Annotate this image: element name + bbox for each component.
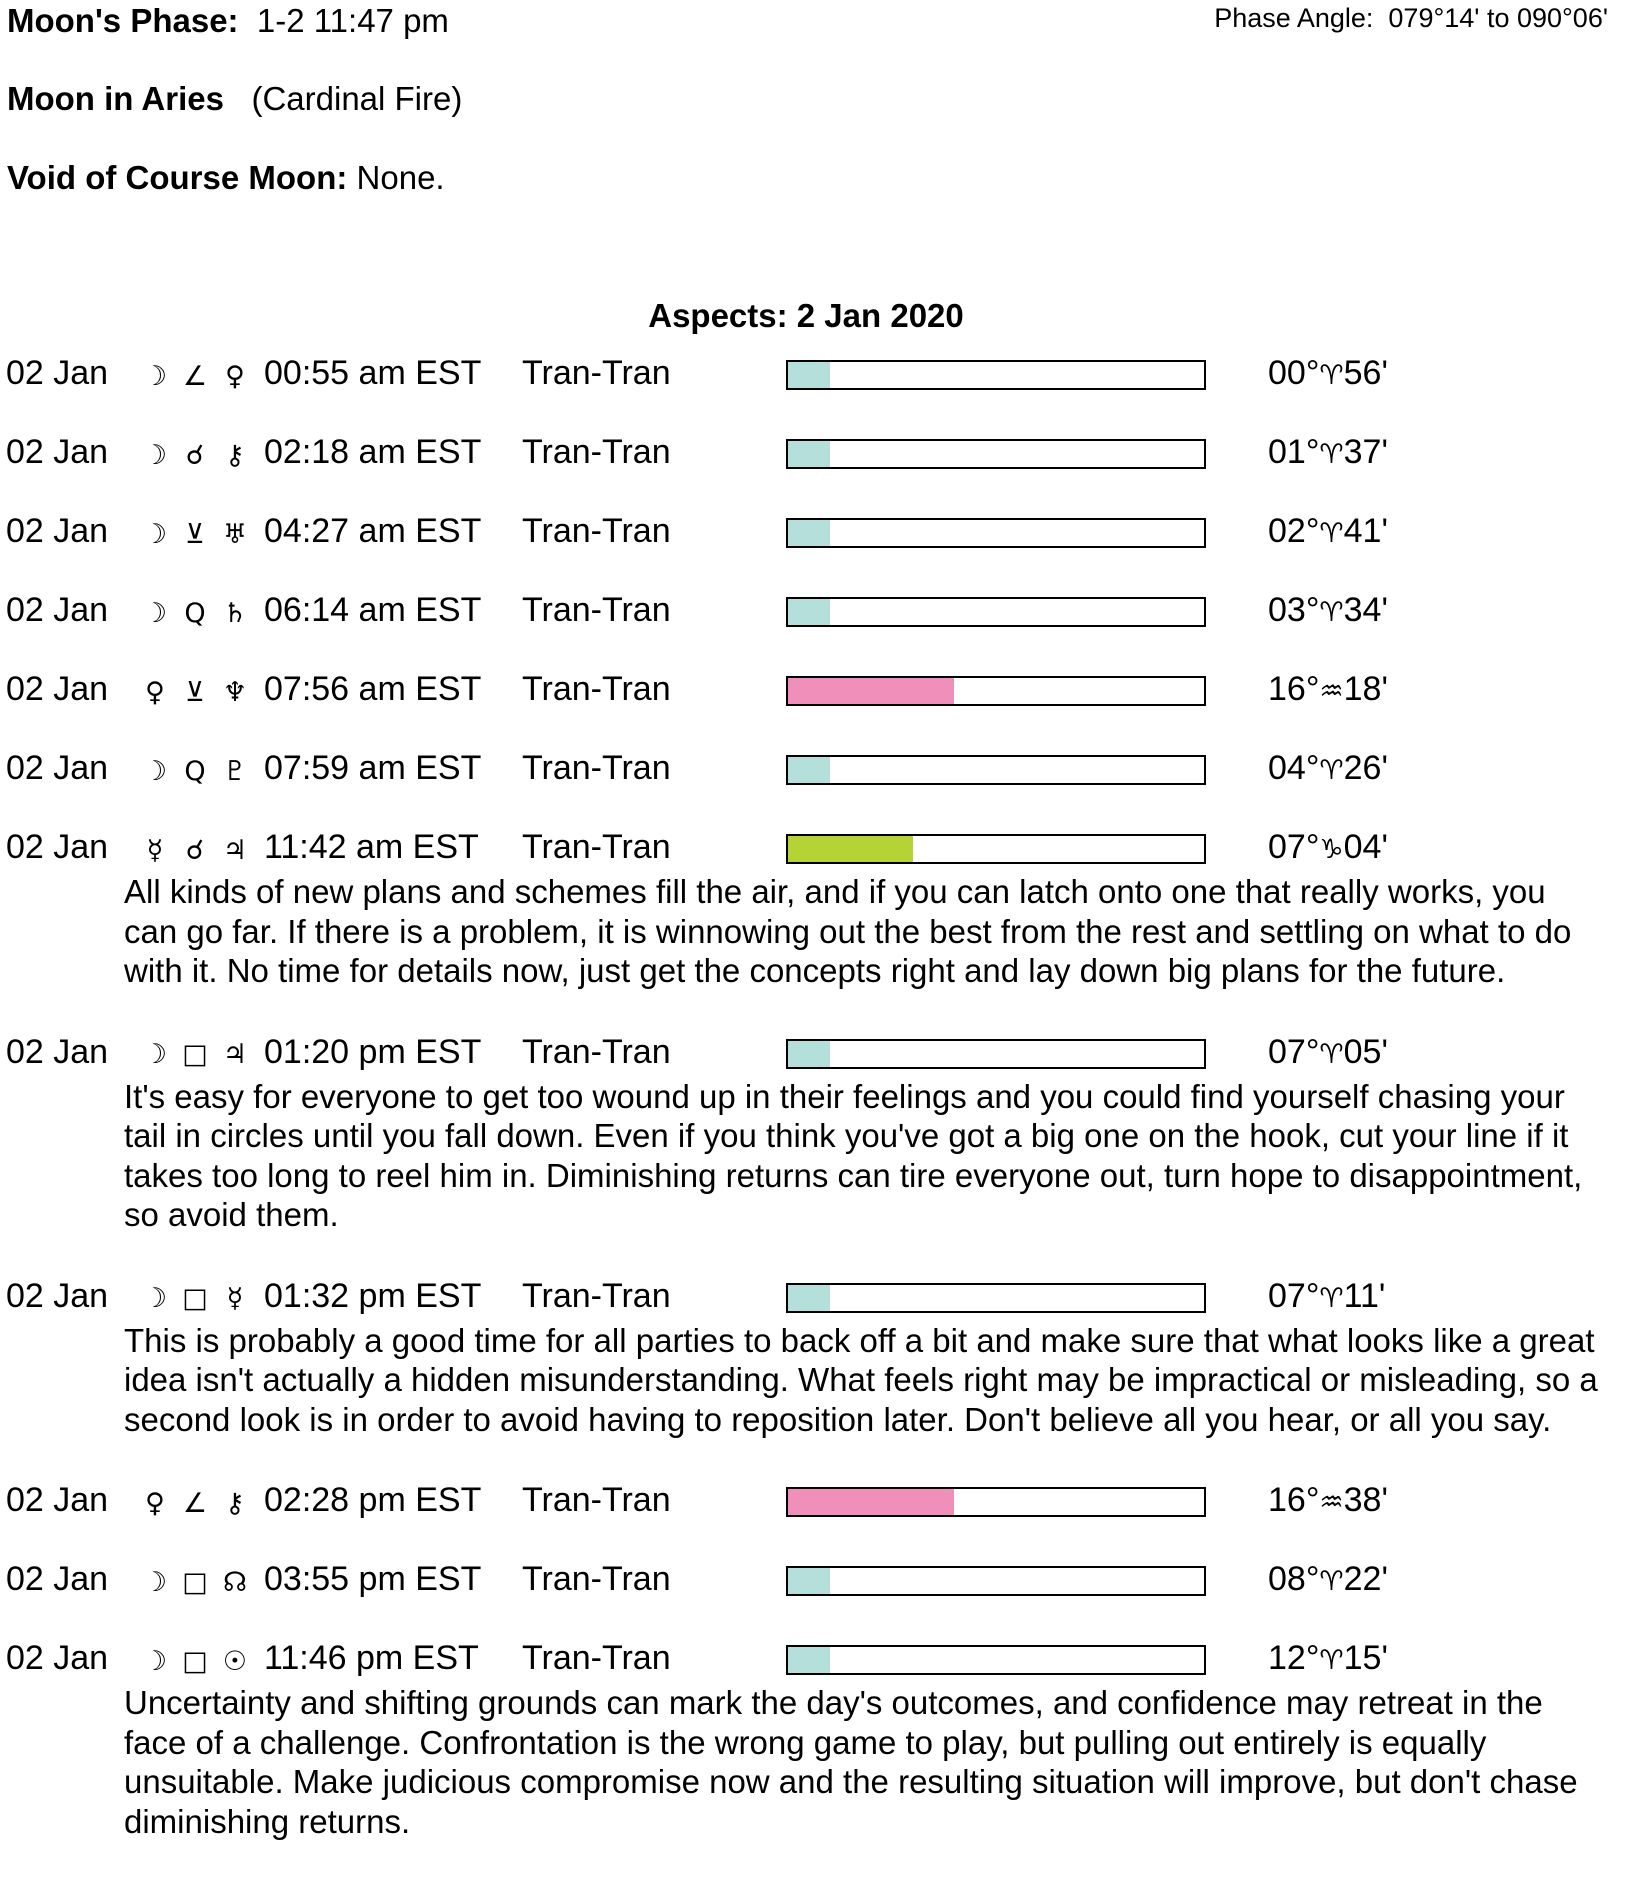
- square-icon: □: [182, 1645, 208, 1677]
- aspect-kind: Tran-Tran: [522, 670, 671, 708]
- phase-angle-label: Phase Angle:: [1214, 3, 1374, 33]
- aspect-time: 06:14 am EST: [264, 591, 482, 629]
- aspect-row: [0, 433, 1636, 512]
- aspect-row: [0, 749, 1636, 828]
- zodiac-sign-icon: ♈: [1319, 518, 1344, 549]
- aspect-date: 02 Jan: [6, 512, 109, 550]
- aspect-glyphs: [140, 1277, 260, 1321]
- zodiac-sign-icon: ♑: [1319, 834, 1344, 865]
- aspect-row: [0, 354, 1636, 433]
- position-degrees: 04°: [1268, 749, 1320, 787]
- position-degrees: 08°: [1268, 1560, 1320, 1598]
- aspect-line: [0, 1481, 1636, 1525]
- void-of-course-value: None.: [356, 159, 445, 196]
- moon-phase: [7, 2, 449, 40]
- aspect-date: 02 Jan: [6, 591, 109, 629]
- aspect-description: This is probably a good time for all parties to back off a bit and make sure that what looks like a great idea isn't actually a hidden misunderstanding. What feels right may be impractical or misleading, so a second look is in order to avoid having to reposition later. Don't believe all you hear, or all you say.: [124, 1321, 1598, 1438]
- aspect-line: [0, 828, 1636, 872]
- aspect-list: [0, 354, 1636, 1883]
- aspect-line: [0, 512, 1636, 556]
- aspect-kind: Tran-Tran: [522, 1032, 671, 1071]
- aspect-line: [0, 1560, 1636, 1604]
- aspect-glyphs: [140, 354, 260, 398]
- position-minutes: 41': [1343, 512, 1388, 550]
- strength-bar: [786, 1039, 1206, 1069]
- strength-bar-fill: [788, 441, 830, 467]
- zodiac-sign-icon: ♈: [1319, 1282, 1344, 1314]
- venus-icon: ♀: [145, 1487, 165, 1519]
- mercury-icon: ☿: [226, 1283, 244, 1314]
- aspect-row: [0, 828, 1636, 1033]
- aspect-description: Uncertainty and shifting grounds can mark the day's outcomes, and confidence may retreat in the face of a challenge. Confrontation is the wrong game to play, but pulling out entirely is equally unsuitable. Make judicious compromise now and the resulting situation will improve, but don't chase diminishing returns.: [124, 1684, 1578, 1840]
- semisquare-icon: ∠: [182, 1487, 208, 1519]
- aspect-date: 02 Jan: [6, 828, 109, 866]
- strength-bar: [786, 518, 1206, 548]
- moon-icon: ☽: [142, 755, 168, 787]
- strength-bar: [786, 360, 1206, 390]
- moon-sign: [7, 80, 462, 118]
- aspect-glyphs: [140, 1560, 260, 1604]
- aspect-date: 02 Jan: [6, 1032, 109, 1071]
- pluto-icon: ♇: [222, 755, 248, 787]
- sun-icon: ☉: [222, 1645, 248, 1677]
- aspect-kind: Tran-Tran: [522, 1560, 671, 1598]
- aspects-title: Aspects: 2 Jan 2020: [648, 297, 964, 334]
- aspect-position: [1268, 1033, 1388, 1072]
- venus-icon: ♀: [225, 360, 245, 392]
- void-of-course-label: Void of Course Moon:: [7, 159, 348, 196]
- square-icon: □: [182, 1283, 208, 1314]
- conjunction-icon: ☌: [185, 834, 205, 866]
- square-icon: □: [182, 1039, 208, 1070]
- position-degrees: 16°: [1268, 670, 1320, 708]
- strength-bar: [786, 1283, 1206, 1313]
- aspect-description: It's easy for everyone to get too wound up in their feelings and you could find yourself chasing your tail in circles until you fall down. Even if you think you've got a big one on the hook, cut your line if it takes too long to reel him in. Diminishing returns can tire everyone out, turn hope to disappointment, so avoid them.: [124, 1077, 1583, 1233]
- aspect-position: [1268, 1277, 1385, 1316]
- square-icon: □: [182, 1566, 208, 1598]
- strength-bar-fill: [788, 1647, 830, 1673]
- moon-icon: ☽: [142, 1039, 168, 1070]
- void-of-course: [7, 159, 445, 197]
- north-node-icon: ☊: [223, 1566, 247, 1598]
- phase-angle: [1214, 3, 1608, 34]
- aspect-date: 02 Jan: [6, 1639, 109, 1677]
- moon-sign-label: Moon in Aries: [7, 80, 224, 117]
- venus-icon: ♀: [145, 676, 165, 708]
- strength-bar-fill: [788, 836, 913, 862]
- aspect-glyphs: [140, 433, 260, 477]
- aspect-glyphs: [140, 1481, 260, 1525]
- aspect-time: 00:55 am EST: [264, 354, 482, 392]
- conjunction-icon: ☌: [185, 439, 205, 471]
- aspect-time: 04:27 am EST: [264, 512, 482, 550]
- neptune-icon: ♆: [222, 676, 248, 708]
- aspect-glyphs: [140, 670, 260, 714]
- aspect-line: [0, 591, 1636, 635]
- aspect-line: [0, 354, 1636, 398]
- aspect-kind: Tran-Tran: [522, 433, 671, 471]
- strength-bar: [786, 1645, 1206, 1675]
- mercury-icon: ☿: [146, 834, 164, 866]
- aspect-position: [1268, 591, 1388, 630]
- zodiac-sign-icon: ♈: [1319, 1566, 1344, 1597]
- phase-angle-value: 079°14' to 090°06': [1388, 3, 1608, 33]
- aspect-row: [0, 512, 1636, 591]
- strength-bar: [786, 1566, 1206, 1596]
- aspect-time: 03:55 pm EST: [264, 1560, 482, 1598]
- position-minutes: 34': [1343, 591, 1388, 629]
- position-minutes: 38': [1343, 1481, 1388, 1519]
- strength-bar: [786, 597, 1206, 627]
- strength-bar: [786, 1487, 1206, 1517]
- zodiac-sign-icon: ♈: [1319, 597, 1344, 628]
- aspect-line: [0, 1033, 1636, 1077]
- moon-sign-quality: (Cardinal Fire): [251, 80, 463, 117]
- position-degrees: 12°: [1268, 1639, 1320, 1677]
- aspect-time: 11:42 am EST: [264, 828, 479, 866]
- moon-icon: ☽: [142, 360, 168, 392]
- aspect-date: 02 Jan: [6, 1560, 109, 1598]
- moon-phase-label: Moon's Phase:: [7, 2, 239, 39]
- aspect-position: [1268, 1481, 1388, 1520]
- aspect-time: 01:20 pm EST: [264, 1032, 482, 1071]
- aspect-glyphs: [140, 828, 260, 872]
- moon-phase-value: 1-2 11:47 pm: [256, 2, 449, 39]
- aspect-glyphs: [140, 591, 260, 635]
- aspect-time: 11:46 pm EST: [264, 1639, 479, 1677]
- zodiac-sign-icon: ♈: [1319, 360, 1344, 391]
- aspect-position: [1268, 433, 1388, 472]
- aspect-glyphs: [140, 1639, 260, 1683]
- zodiac-sign-icon: ♈: [1319, 1038, 1344, 1070]
- aspect-date: 02 Jan: [6, 433, 109, 471]
- aspect-date: 02 Jan: [6, 1481, 109, 1519]
- aspect-time: 01:32 pm EST: [264, 1276, 482, 1315]
- aspect-kind: Tran-Tran: [522, 591, 671, 629]
- quintile-icon: Q: [184, 597, 206, 629]
- position-minutes: 18': [1343, 670, 1388, 708]
- aspect-position: [1268, 749, 1388, 788]
- moon-icon: ☽: [142, 518, 168, 550]
- strength-bar-fill: [788, 1568, 830, 1594]
- aspect-line: [0, 1277, 1636, 1321]
- aspect-kind: Tran-Tran: [522, 1639, 671, 1677]
- chiron-icon: ⚷: [225, 1487, 245, 1519]
- position-minutes: 11': [1343, 1276, 1386, 1315]
- aspect-kind: Tran-Tran: [522, 749, 671, 787]
- aspect-position: [1268, 828, 1388, 867]
- aspect-time: 07:59 am EST: [264, 749, 482, 787]
- strength-bar-fill: [788, 678, 954, 704]
- moon-icon: ☽: [142, 597, 168, 629]
- strength-bar-fill: [788, 520, 830, 546]
- jupiter-icon: ♃: [222, 834, 248, 866]
- chiron-icon: ⚷: [225, 439, 245, 471]
- aspect-kind: Tran-Tran: [522, 1481, 671, 1519]
- aspect-line: [0, 1639, 1636, 1683]
- strength-bar-fill: [788, 1041, 830, 1067]
- position-degrees: 07°: [1268, 1276, 1320, 1315]
- aspect-position: [1268, 512, 1388, 551]
- jupiter-icon: ♃: [222, 1039, 248, 1070]
- moon-icon: ☽: [142, 1566, 168, 1598]
- strength-bar-fill: [788, 757, 830, 783]
- position-degrees: 02°: [1268, 512, 1320, 550]
- aspect-description: All kinds of new plans and schemes fill the air, and if you can latch onto one that really works, you can go far. If there is a problem, it is winnowing out the best from the rest and settling on what to do with it. No time for details now, just get the concepts right and lay down big plans for the future.: [124, 873, 1572, 989]
- moon-icon: ☽: [142, 1645, 168, 1677]
- position-minutes: 05': [1343, 1032, 1388, 1071]
- position-minutes: 22': [1343, 1560, 1388, 1598]
- aspect-kind: Tran-Tran: [522, 512, 671, 550]
- aspect-row: [0, 1639, 1636, 1883]
- moon-icon: ☽: [142, 439, 168, 471]
- aspect-time: 02:28 pm EST: [264, 1481, 482, 1519]
- position-degrees: 03°: [1268, 591, 1320, 629]
- position-minutes: 26': [1343, 749, 1388, 787]
- uranus-icon: ♅: [222, 518, 248, 550]
- aspect-glyphs: [140, 512, 260, 556]
- position-degrees: 01°: [1268, 433, 1320, 471]
- aspect-kind: Tran-Tran: [522, 1276, 671, 1315]
- aspect-date: 02 Jan: [6, 1276, 109, 1315]
- aspect-glyphs: [140, 749, 260, 793]
- position-minutes: 04': [1343, 828, 1388, 866]
- position-degrees: 16°: [1268, 1481, 1320, 1519]
- aspect-time: 02:18 am EST: [264, 433, 482, 471]
- aspect-kind: Tran-Tran: [522, 828, 671, 866]
- aspect-line: [0, 749, 1636, 793]
- aspect-row: [0, 1560, 1636, 1639]
- aspect-position: [1268, 670, 1388, 709]
- aspect-kind: Tran-Tran: [522, 354, 671, 392]
- aspect-line: [0, 433, 1636, 477]
- strength-bar: [786, 834, 1206, 864]
- semisquare-icon: ∠: [182, 360, 208, 392]
- strength-bar-fill: [788, 1285, 830, 1311]
- zodiac-sign-icon: ♒: [1319, 1487, 1344, 1518]
- quintile-icon: Q: [184, 755, 206, 787]
- aspect-date: 02 Jan: [6, 670, 109, 708]
- strength-bar: [786, 439, 1206, 469]
- quincunx-icon: ⊻: [185, 676, 205, 708]
- aspect-position: [1268, 1560, 1388, 1599]
- strength-bar: [786, 676, 1206, 706]
- aspect-time: 07:56 am EST: [264, 670, 482, 708]
- aspect-row: [0, 1277, 1636, 1482]
- zodiac-sign-icon: ♈: [1319, 1645, 1344, 1676]
- position-degrees: 07°: [1268, 828, 1320, 866]
- aspect-position: [1268, 1639, 1388, 1678]
- position-degrees: 00°: [1268, 354, 1320, 392]
- position-minutes: 37': [1343, 433, 1388, 471]
- quincunx-icon: ⊻: [185, 518, 205, 550]
- zodiac-sign-icon: ♈: [1319, 755, 1344, 786]
- aspect-row: [0, 670, 1636, 749]
- aspect-date: 02 Jan: [6, 749, 109, 787]
- strength-bar-fill: [788, 1489, 954, 1515]
- position-minutes: 56': [1343, 354, 1388, 392]
- aspect-row: [0, 591, 1636, 670]
- moon-icon: ☽: [142, 1283, 168, 1314]
- aspect-position: [1268, 354, 1388, 393]
- aspect-line: [0, 670, 1636, 714]
- zodiac-sign-icon: ♈: [1319, 439, 1344, 470]
- position-minutes: 15': [1343, 1639, 1388, 1677]
- strength-bar-fill: [788, 599, 830, 625]
- aspect-row: [0, 1481, 1636, 1560]
- strength-bar: [786, 755, 1206, 785]
- aspect-date: 02 Jan: [6, 354, 109, 392]
- position-degrees: 07°: [1268, 1032, 1320, 1071]
- strength-bar-fill: [788, 362, 830, 388]
- zodiac-sign-icon: ♒: [1319, 676, 1344, 707]
- aspect-row: [0, 1033, 1636, 1277]
- aspect-glyphs: [140, 1033, 260, 1077]
- saturn-icon: ♄: [222, 597, 248, 629]
